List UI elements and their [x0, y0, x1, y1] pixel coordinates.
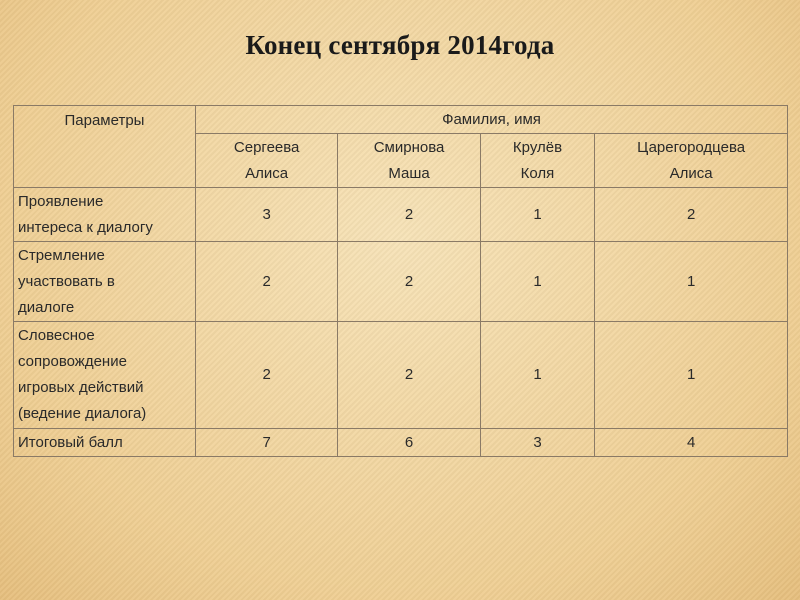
score-cell: 1 [480, 188, 595, 242]
row-label [14, 322, 196, 429]
student-name: Маша [388, 164, 430, 182]
score-cell: 1 [480, 322, 595, 429]
student-header [480, 134, 595, 188]
total-cell: 3 [480, 429, 595, 457]
row-label-line: Проявление [18, 192, 104, 210]
score-cell: 1 [595, 322, 788, 429]
row-label [14, 188, 196, 242]
table-row [14, 322, 788, 429]
table-header-row [14, 106, 788, 134]
student-surname: Смирнова [373, 138, 445, 156]
score-cell: 2 [595, 188, 788, 242]
score-cell: 1 [480, 242, 595, 322]
student-surname: Крулёв [512, 138, 563, 156]
total-cell: 7 [195, 429, 337, 457]
table-row [14, 242, 788, 322]
scores-table [13, 105, 788, 457]
header-parameters: Параметры [14, 106, 196, 188]
slide-title: Конец сентября 2014года [245, 30, 555, 60]
row-label-line: Словесное [18, 327, 95, 344]
student-name: Алиса [245, 164, 289, 182]
row-label-line: Итоговый балл [18, 433, 123, 451]
header-names: Фамилия, имя [195, 106, 787, 134]
row-label [14, 242, 196, 322]
score-cell: 2 [338, 242, 480, 322]
score-cell: 2 [195, 322, 337, 429]
student-header [595, 134, 788, 188]
row-label [14, 429, 196, 457]
table-row [14, 188, 788, 242]
student-name: Коля [520, 164, 555, 182]
row-label-line: сопровождение [18, 353, 127, 370]
table-row-total [14, 429, 788, 457]
score-cell: 1 [595, 242, 788, 322]
score-cell: 2 [338, 188, 480, 242]
row-label-line: диалоге [18, 298, 75, 316]
student-surname: Сергеева [233, 138, 300, 156]
student-surname: Царегородцева [637, 138, 746, 156]
total-cell: 6 [338, 429, 480, 457]
row-label-line: интереса к диалогу [18, 218, 153, 236]
student-header [338, 134, 480, 188]
row-label-line: Стремление [18, 246, 105, 264]
student-header [195, 134, 337, 188]
row-label-line: игровых действий [18, 379, 144, 396]
score-cell: 2 [338, 322, 480, 429]
score-cell: 2 [195, 242, 337, 322]
total-cell: 4 [595, 429, 788, 457]
row-label-line: участвовать в [18, 272, 115, 290]
row-label-line: (ведение диалога) [18, 405, 147, 422]
student-name: Алиса [669, 164, 713, 182]
score-cell: 3 [195, 188, 337, 242]
